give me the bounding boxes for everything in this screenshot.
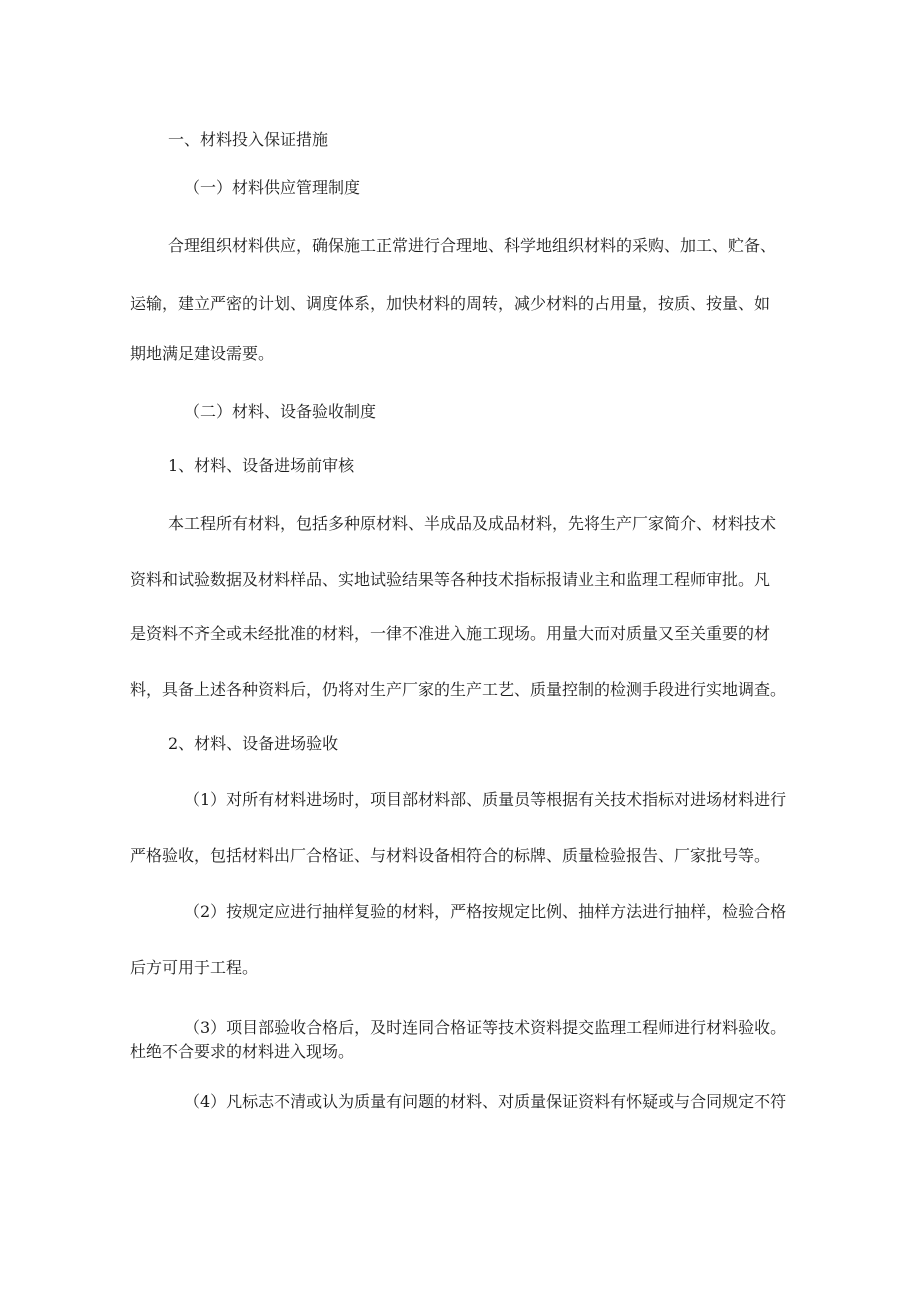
list-item-line: （4）凡标志不清或认为质量有问题的材料、对质量保证资料有怀疑或与合同规定不符 — [184, 1092, 787, 1111]
list-item-line: 严格验收，包括材料出厂合格证、与材料设备相符合的标牌、质量检验报告、厂家批号等。 — [130, 846, 771, 865]
paragraph-line: 运输，建立严密的计划、调度体系，加快材料的周转，减少材料的占用量，按质、按量、如 — [130, 294, 771, 313]
paragraph-line: 料，具备上述各种资料后，仍将对生产厂家的生产工艺、质量控制的检测手段进行实地调查。 — [130, 680, 787, 699]
list-item-line: 杜绝不合要求的材料进入现场。 — [130, 1042, 355, 1061]
paragraph-line: 是资料不齐全或未经批准的材料，一律不准进入施工现场。用量大而对质量又至关重要的材 — [130, 624, 771, 643]
section-title: 一、材料投入保证措施 — [168, 130, 329, 149]
list-item-line: （3）项目部验收合格后，及时连同合格证等技术资料提交监理工程师进行材料验收。 — [184, 1018, 787, 1037]
subsection-title-2: （二）材料、设备验收制度 — [184, 402, 377, 421]
item-title-1: 1、材料、设备进场前审核 — [168, 456, 355, 475]
list-item-line: （2）按规定应进行抽样复验的材料，严格按规定比例、抽样方法进行抽样，检验合格 — [184, 902, 787, 921]
paragraph-line: 期地满足建设需要。 — [130, 344, 275, 363]
list-item-line: 后方可用于工程。 — [130, 958, 259, 977]
list-item-line: （1）对所有材料进场时，项目部材料部、质量员等根据有关技术指标对进场材料进行 — [184, 790, 787, 809]
paragraph-line: 合理组织材料供应，确保施工正常进行合理地、科学地组织材料的采购、加工、贮备、 — [168, 236, 777, 255]
item-title-2: 2、材料、设备进场验收 — [168, 734, 339, 753]
paragraph-line: 资料和试验数据及材料样品、实地试验结果等各种技术指标报请业主和监理工程师审批。凡 — [130, 570, 771, 589]
paragraph-line: 本工程所有材料，包括多种原材料、半成品及成品材料，先将生产厂家简介、材料技术 — [168, 514, 777, 533]
subsection-title-1: （一）材料供应管理制度 — [184, 178, 361, 197]
